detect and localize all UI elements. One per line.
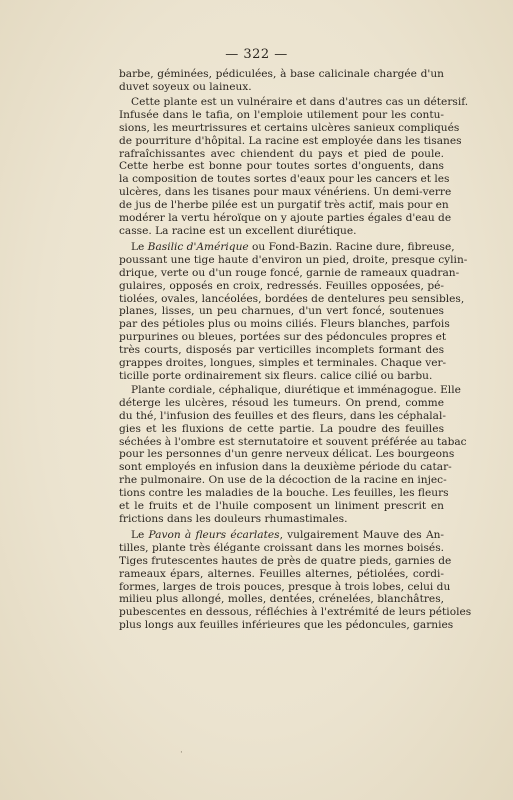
plant-name: Basilic d'Amérique	[147, 241, 249, 253]
text-line: planes, lisses, un peu charnues, d'un vert foncé, soutenues	[119, 305, 444, 318]
text-line: gies et les fluxions de cette partie. La poudre des feuilles	[119, 422, 444, 435]
text-line: barbe, géminées, pédiculées, à base calicinale chargée d'un	[119, 68, 444, 80]
paragraph	[119, 529, 472, 632]
text-line: grappes droites, longues, simples et terminales. Chaque ver-	[119, 357, 447, 370]
text-line: purpurines ou bleues, portées sur des pédoncules propres et	[119, 331, 447, 344]
page-speck: ·	[180, 748, 183, 758]
text-line: sions, les meurtrissures et certains ulcères sanieux compliqués	[119, 121, 460, 134]
paragraph	[119, 241, 468, 383]
text-line: Plante cordiale, céphalique, diurétique et imménagogue. Elle	[131, 384, 461, 396]
text-line: Cette plante est un vulnéraire et dans d'autres cas un détersif.	[131, 96, 469, 108]
text-line: Cette herbe est bonne pour toutes sortes d'onguents, dans	[119, 160, 444, 173]
text-line: tilles, plante très élégante croissant dans les mornes boisés.	[119, 541, 444, 554]
text-line: Tiges frutescentes hautes de près de quatre pieds, garnies de	[119, 554, 452, 567]
text-line: Le Basilic d'Amérique ou Fond-Bazin. Racine dure, fibreuse,	[131, 241, 455, 253]
paragraph	[119, 96, 469, 238]
text-line: milieu plus allongé, molles, dentées, crénelées, blanchâtres,	[119, 593, 444, 606]
body-text	[119, 0, 472, 800]
text-line: rameaux épars, alternes. Feuilles alternes, pétiolées, cordi-	[119, 567, 444, 580]
text-line: tiolées, ovales, lancéolées, bordées de dentelures peu sensibles,	[119, 292, 465, 305]
text-line: sont employés en infusion dans la deuxième période du catar-	[119, 461, 452, 474]
text-line: par des pétioles plus ou moins ciliés. Fleurs blanches, parfois	[119, 318, 450, 331]
text-line: du thé, l'infusion des feuilles et des fleurs, dans les céphalal-	[119, 409, 446, 422]
text-line: gulaires, opposés en croix, redressés. Feuilles opposées, pé-	[119, 279, 444, 292]
text-line: duvet soyeux ou laineux.	[119, 80, 252, 93]
text-line: drique, verte ou d'un rouge foncé, garnie de rameaux quadran-	[119, 266, 460, 279]
text-line: formes, larges de trois pouces, presque à trois lobes, celui du	[119, 580, 451, 593]
text-line: pubescentes en dessous, réfléchies à l'extrémité de leurs pétioles	[119, 606, 472, 619]
text-line: de pourriture d'hôpital. La racine est employée dans les tisanes	[119, 134, 462, 147]
text-line: casse. La racine est un excellent diurétique.	[119, 224, 357, 237]
text-line: très courts, disposés par verticilles incomplets formant des	[119, 344, 444, 357]
text-line: pour les personnes d'un genre nerveux délicat. Les bourgeons	[119, 448, 455, 461]
page-number: — 322 —	[225, 47, 288, 62]
text-line: de jus de l'herbe pilée est un purgatif très actif, mais pour en	[119, 199, 449, 212]
text-line: frictions dans les douleurs rhumastimales.	[119, 512, 348, 525]
text-line: ulcères, dans les tisanes pour maux vénériens. Un demi-verre	[119, 186, 452, 199]
text-line: Le Pavon à fleurs écarlates, vulgairement Mauve des An-	[131, 529, 445, 541]
plant-name: Pavon à fleurs écarlates	[148, 529, 280, 541]
text-line: rhe pulmonaire. On use de la décoction de la racine en injec-	[119, 474, 447, 487]
text-line: séchées à l'ombre est sternutatoire et souvent préférée au tabac	[119, 435, 467, 448]
text-line: rafraîchissantes avec chiendent du pays et pied de poule.	[119, 147, 444, 160]
paragraph	[119, 68, 444, 94]
text-line: Infusée dans le tafia, on l'emploie utilement pour les contu-	[119, 108, 444, 121]
text-line: plus longs aux feuilles inférieures que les pédoncules, garnies	[119, 619, 454, 632]
text-line: la composition de toutes sortes d'eaux pour les cancers et les	[119, 173, 450, 186]
text-line: déterge les ulcères, résoud les tumeurs. On prend, comme	[119, 396, 444, 409]
text-line: tions contre les maladies de la bouche. Les feuilles, les fleurs	[119, 487, 449, 500]
paragraph	[119, 384, 467, 526]
text-line: modérer la vertu héroïque on y ajoute parties égales d'eau de	[119, 212, 452, 225]
text-line: et le fruits et de l'huile composent un liniment prescrit en	[119, 500, 444, 513]
text-line: poussant une tige haute d'environ un pied, droite, presque cylin-	[119, 253, 468, 266]
text-line: ticille porte ordinairement six fleurs. calice cilié ou barbu.	[119, 369, 433, 382]
